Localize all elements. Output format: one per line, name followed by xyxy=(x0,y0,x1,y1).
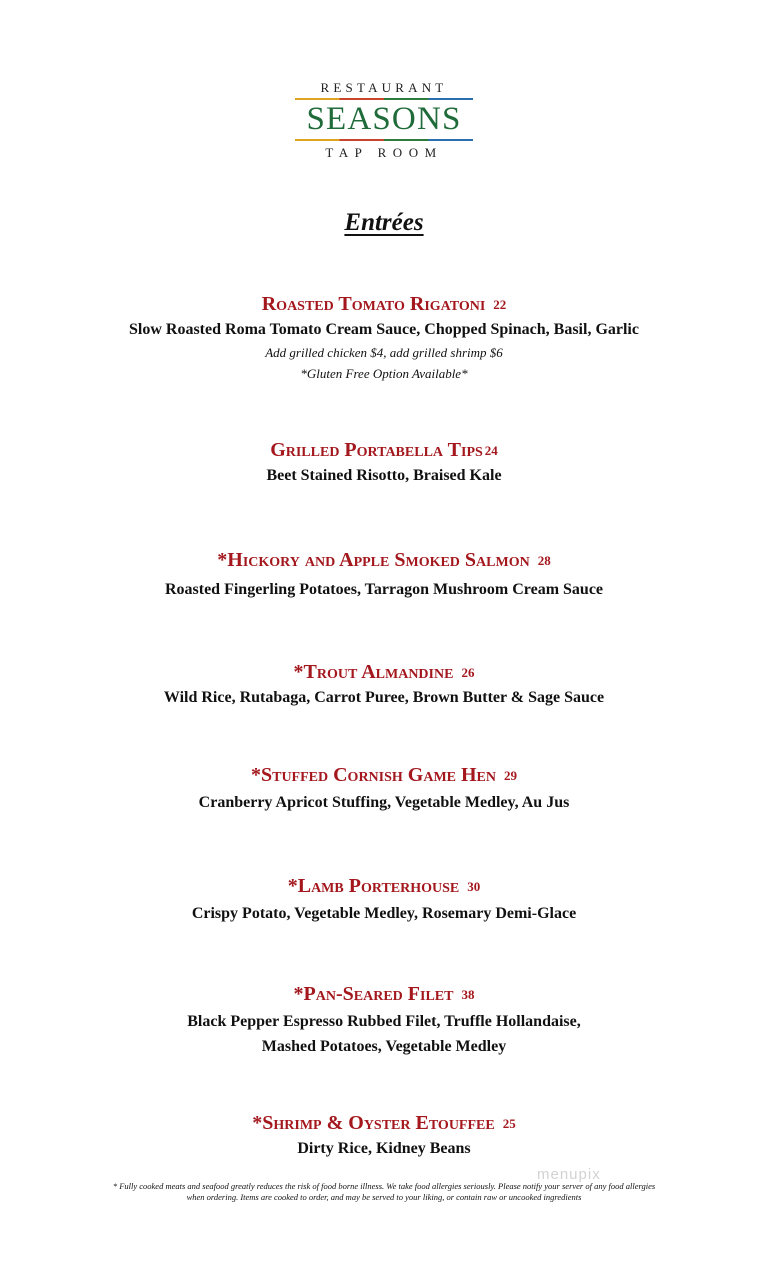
item-name: Roasted Tomato Rigatoni 22 xyxy=(261,293,507,315)
item-price: 29 xyxy=(504,768,518,783)
item-price: 38 xyxy=(461,987,475,1002)
menu-item xyxy=(0,660,768,710)
item-name: *Hickory and Apple Smoked Salmon 28 xyxy=(217,549,551,571)
menu-item xyxy=(0,763,768,815)
item-description: Black Pepper Espresso Rubbed Filet, Truffle Hollandaise, xyxy=(187,1013,581,1030)
item-price: 24 xyxy=(484,443,498,458)
logo-restaurant-text: RESTAURANT xyxy=(320,80,448,95)
item-description: Beet Stained Risotto, Braised Kale xyxy=(266,467,502,484)
item-description: Crispy Potato, Vegetable Medley, Rosemary Demi-Glace xyxy=(191,905,577,922)
item-price: 25 xyxy=(502,1116,516,1131)
logo-bottom-stripe xyxy=(295,139,473,141)
item-description: Slow Roasted Roma Tomato Cream Sauce, Chopped Spinach, Basil, Garlic xyxy=(129,321,639,338)
footnote-line: when ordering. Items are cooked to order, and may be served to your liking, or contain raw or uncooked ingredients xyxy=(186,1192,582,1202)
item-price: 22 xyxy=(493,297,507,312)
item-note: Add grilled chicken $4, add grilled shrimp $6 xyxy=(265,345,503,360)
menu-item xyxy=(0,874,768,926)
item-description: Dirty Rice, Kidney Beans xyxy=(297,1140,471,1157)
item-price: 26 xyxy=(461,665,475,680)
menu-item xyxy=(0,548,768,602)
item-name: *Stuffed Cornish Game Hen 29 xyxy=(250,764,518,786)
item-description: Wild Rice, Rutabaga, Carrot Puree, Brown Butter & Sage Sauce xyxy=(163,689,605,706)
item-name: *Shrimp & Oyster Etouffee 25 xyxy=(252,1112,516,1134)
menu-item xyxy=(0,982,768,1059)
logo-seasons-text: SEASONS xyxy=(306,101,462,137)
allergy-footnote xyxy=(60,1181,708,1203)
logo-top-stripe xyxy=(295,98,473,100)
item-name: *Trout Almandine 26 xyxy=(293,661,475,683)
watermark: menupix xyxy=(537,1166,601,1183)
item-description: Roasted Fingerling Potatoes, Tarragon Mushroom Cream Sauce xyxy=(164,581,604,598)
footnote-line: * Fully cooked meats and seafood greatly reduces the risk of food borne illness. We take food allergies seriously. Please notify your server of any food allergies xyxy=(112,1181,656,1191)
logo-tap-room-text: TAP ROOM xyxy=(325,145,443,160)
menu-item xyxy=(0,438,768,488)
section-title: Entrées xyxy=(344,209,424,236)
item-note: *Gluten Free Option Available* xyxy=(300,366,468,381)
item-description: Mashed Potatoes, Vegetable Medley xyxy=(261,1038,507,1055)
item-name: Grilled Portabella Tips 24 xyxy=(270,439,498,461)
item-description: Cranberry Apricot Stuffing, Vegetable Medley, Au Jus xyxy=(198,794,570,811)
item-price: 30 xyxy=(467,879,481,894)
item-name: *Pan-Seared Filet 38 xyxy=(293,983,475,1005)
menu-item xyxy=(0,1111,768,1161)
restaurant-logo xyxy=(294,80,474,161)
item-price: 28 xyxy=(537,553,551,568)
item-name: *Lamb Porterhouse 30 xyxy=(287,875,481,897)
menu-item xyxy=(0,292,768,384)
